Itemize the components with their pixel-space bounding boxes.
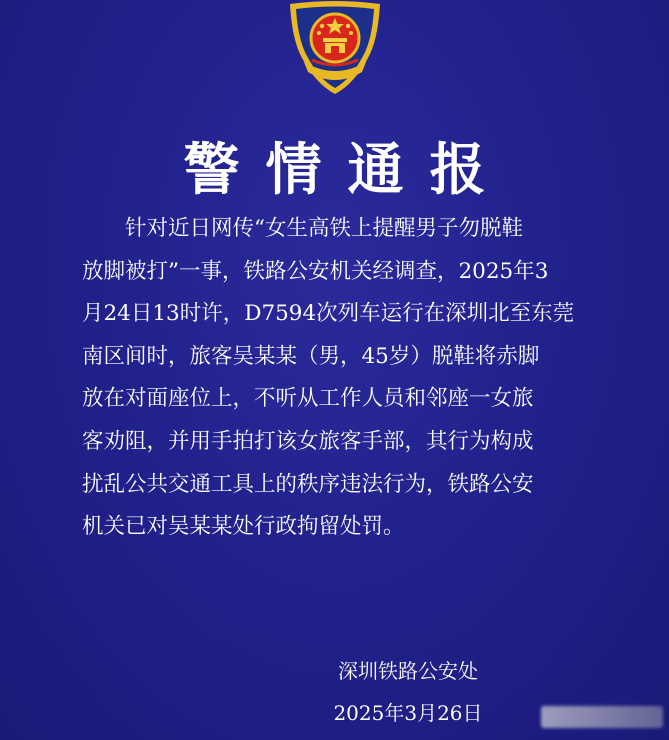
body-line: 月24日13时许，D7594次列车运行在深圳北至东莞 [82,301,575,327]
issuer-name: 深圳铁路公安处 [338,659,478,683]
body-line: 客劝阻，并用手拍打该女旅客手部，其行为构成 [82,428,534,454]
body-line: 扰乱公共交通工具上的秩序违法行为，铁路公安 [82,471,534,497]
notice-body [82,208,594,549]
blurred-watermark [541,706,663,728]
police-emblem-icon [282,0,388,96]
page-title: 警情通报 [183,138,512,203]
body-line: 南区间时，旅客吴某某（男，45岁）脱鞋将赤脚 [82,343,540,369]
body-line: 放脚被打”一事，铁路公安机关经调查，2025年3 [82,258,549,284]
body-line: 机关已对吴某某处行政拘留处罚。 [82,514,405,540]
body-line: 放在对面座位上，不听从工作人员和邻座一女旅 [82,386,534,412]
body-line: 针对近日网传“女生高铁上提醒男子勿脱鞋 [125,216,523,241]
issue-date: 2025年3月26日 [333,701,483,725]
